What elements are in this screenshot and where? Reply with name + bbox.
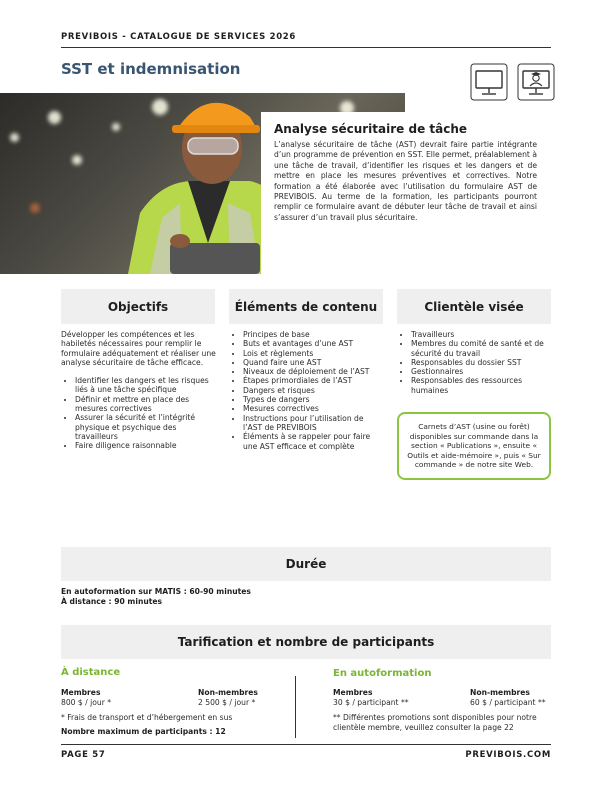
list-item: • Niveaux de déploiement de l’AST [243,367,381,376]
list-item: • Quand faire une AST [243,358,381,367]
list-item: • Éléments à se rappeler pour faire une AST efficace et complète [243,432,381,451]
objectifs-list [61,376,217,450]
distance-nonmembers-label: Non-membres [198,688,258,697]
list-item: • Mesures correctives [243,404,381,413]
distance-nonmembers-price: 2 500 $ / jour * [198,698,256,707]
page-title: SST et indemnisation [61,60,241,78]
auto-nonmembers-label: Non-membres [470,688,530,697]
tarif-divider [295,676,296,738]
distance-note: * Frais de transport et d’hébergement en sus [61,713,233,722]
distance-members-price: 800 $ / jour * [61,698,112,707]
catalogue-header: PREVIBOIS - CATALOGUE DE SERVICES 2026 [61,32,297,42]
list-item: • Buts et avantages d’une AST [243,339,381,348]
list-item: • Principes de base [243,330,381,339]
ast-title: Analyse sécuritaire de tâche [274,122,468,136]
contenu-column [229,330,381,451]
bokeh-light [48,111,61,124]
distance-max-participants: Nombre maximum de participants : 12 [61,727,226,736]
list-item: • Instructions pour l’utilisation de l’AST de PREVIBOIS [243,414,381,433]
bokeh-light [10,133,19,142]
list-item: • Définir et mettre en place des mesures correctives [75,395,217,414]
ast-description-panel [261,112,551,274]
distance-members-label: Membres [61,688,101,697]
format-icons [470,63,555,101]
contenu-heading: Éléments de contenu [229,289,383,324]
list-item: • Identifier les dangers et les risques liés à une tâche spécifique [75,376,217,395]
list-item: • Lois et règlements [243,349,381,358]
list-item: • Étapes primordiales de l’AST [243,376,381,385]
distance-title: À distance [61,667,121,678]
auto-note: ** Différentes promotions sont disponibles pour notre clientèle membre, veuillez consulter la page 22 [333,713,537,732]
online-training-monitor-icon [517,63,555,101]
clientele-list [397,330,551,395]
list-item: • Gestionnaires [411,367,551,376]
list-item: • Membres du comité de santé et de sécurité du travail [411,339,551,358]
list-item: • Types de dangers [243,395,381,404]
page-number: PAGE 57 [61,750,106,760]
website-link[interactable]: PREVIBOIS.COM [465,750,551,760]
ast-description: L’analyse sécuritaire de tâche (AST) devrait faire partie intégrante d’un programme de prévention en SST. Elle permet, préalablement à une tâche de travail, d’identifier les risques et les dangers et de mettre en place les mesures préventives et correctives. Notre formation a été élaborée avec l’utilisation du formulaire AST de PREVIBOIS. Au terme de la formation, les participants pourront remplir ce formulaire avant de débuter leur tâche de travail et ainsi s’assurer d’un travail plus sécuritaire. [274,140,537,222]
contenu-list [229,330,381,451]
tarification-heading: Tarification et nombre de participants [61,625,551,659]
duree-details [61,587,251,607]
auto-nonmembers-price: 60 $ / participant ** [470,698,546,707]
bokeh-light [30,203,40,213]
duree-distance: À distance : 90 minutes [61,597,163,606]
footer-divider [61,744,551,745]
bokeh-light [72,155,82,165]
objectifs-intro: Développer les compétences et les habiletés nécessaires pour remplir le formulaire adéquatement et réaliser une analyse sécuritaire de tâche efficace. [61,330,216,367]
auto-members-price: 30 $ / participant ** [333,698,409,707]
header-divider [61,47,551,48]
list-item: • Responsables des ressources humaines [411,376,551,395]
list-item: • Faire diligence raisonnable [75,441,217,450]
auto-members-label: Membres [333,688,373,697]
objectifs-column [61,330,217,451]
computer-monitor-icon [470,63,508,101]
clientele-column [397,330,551,395]
list-item: • Responsables du dossier SST [411,358,551,367]
auto-title: En autoformation [333,668,432,679]
callout-text: Carnets d’AST (usine ou forêt) disponibles sur commande dans la section « Publications », ensuite « Outils et aide-mémoire », puis « Sur commande » de notre site Web. [407,422,541,470]
ast-carnets-callout [397,412,551,480]
duree-heading: Durée [61,547,551,581]
objectifs-heading: Objectifs [61,289,215,324]
list-item: • Travailleurs [411,330,551,339]
list-item: • Dangers et risques [243,386,381,395]
clientele-heading: Clientèle visée [397,289,551,324]
duree-autoformation: En autoformation sur MATIS : 60-90 minutes [61,587,251,596]
list-item: • Assurer la sécurité et l’intégrité physique et psychique des travailleurs [75,413,217,441]
